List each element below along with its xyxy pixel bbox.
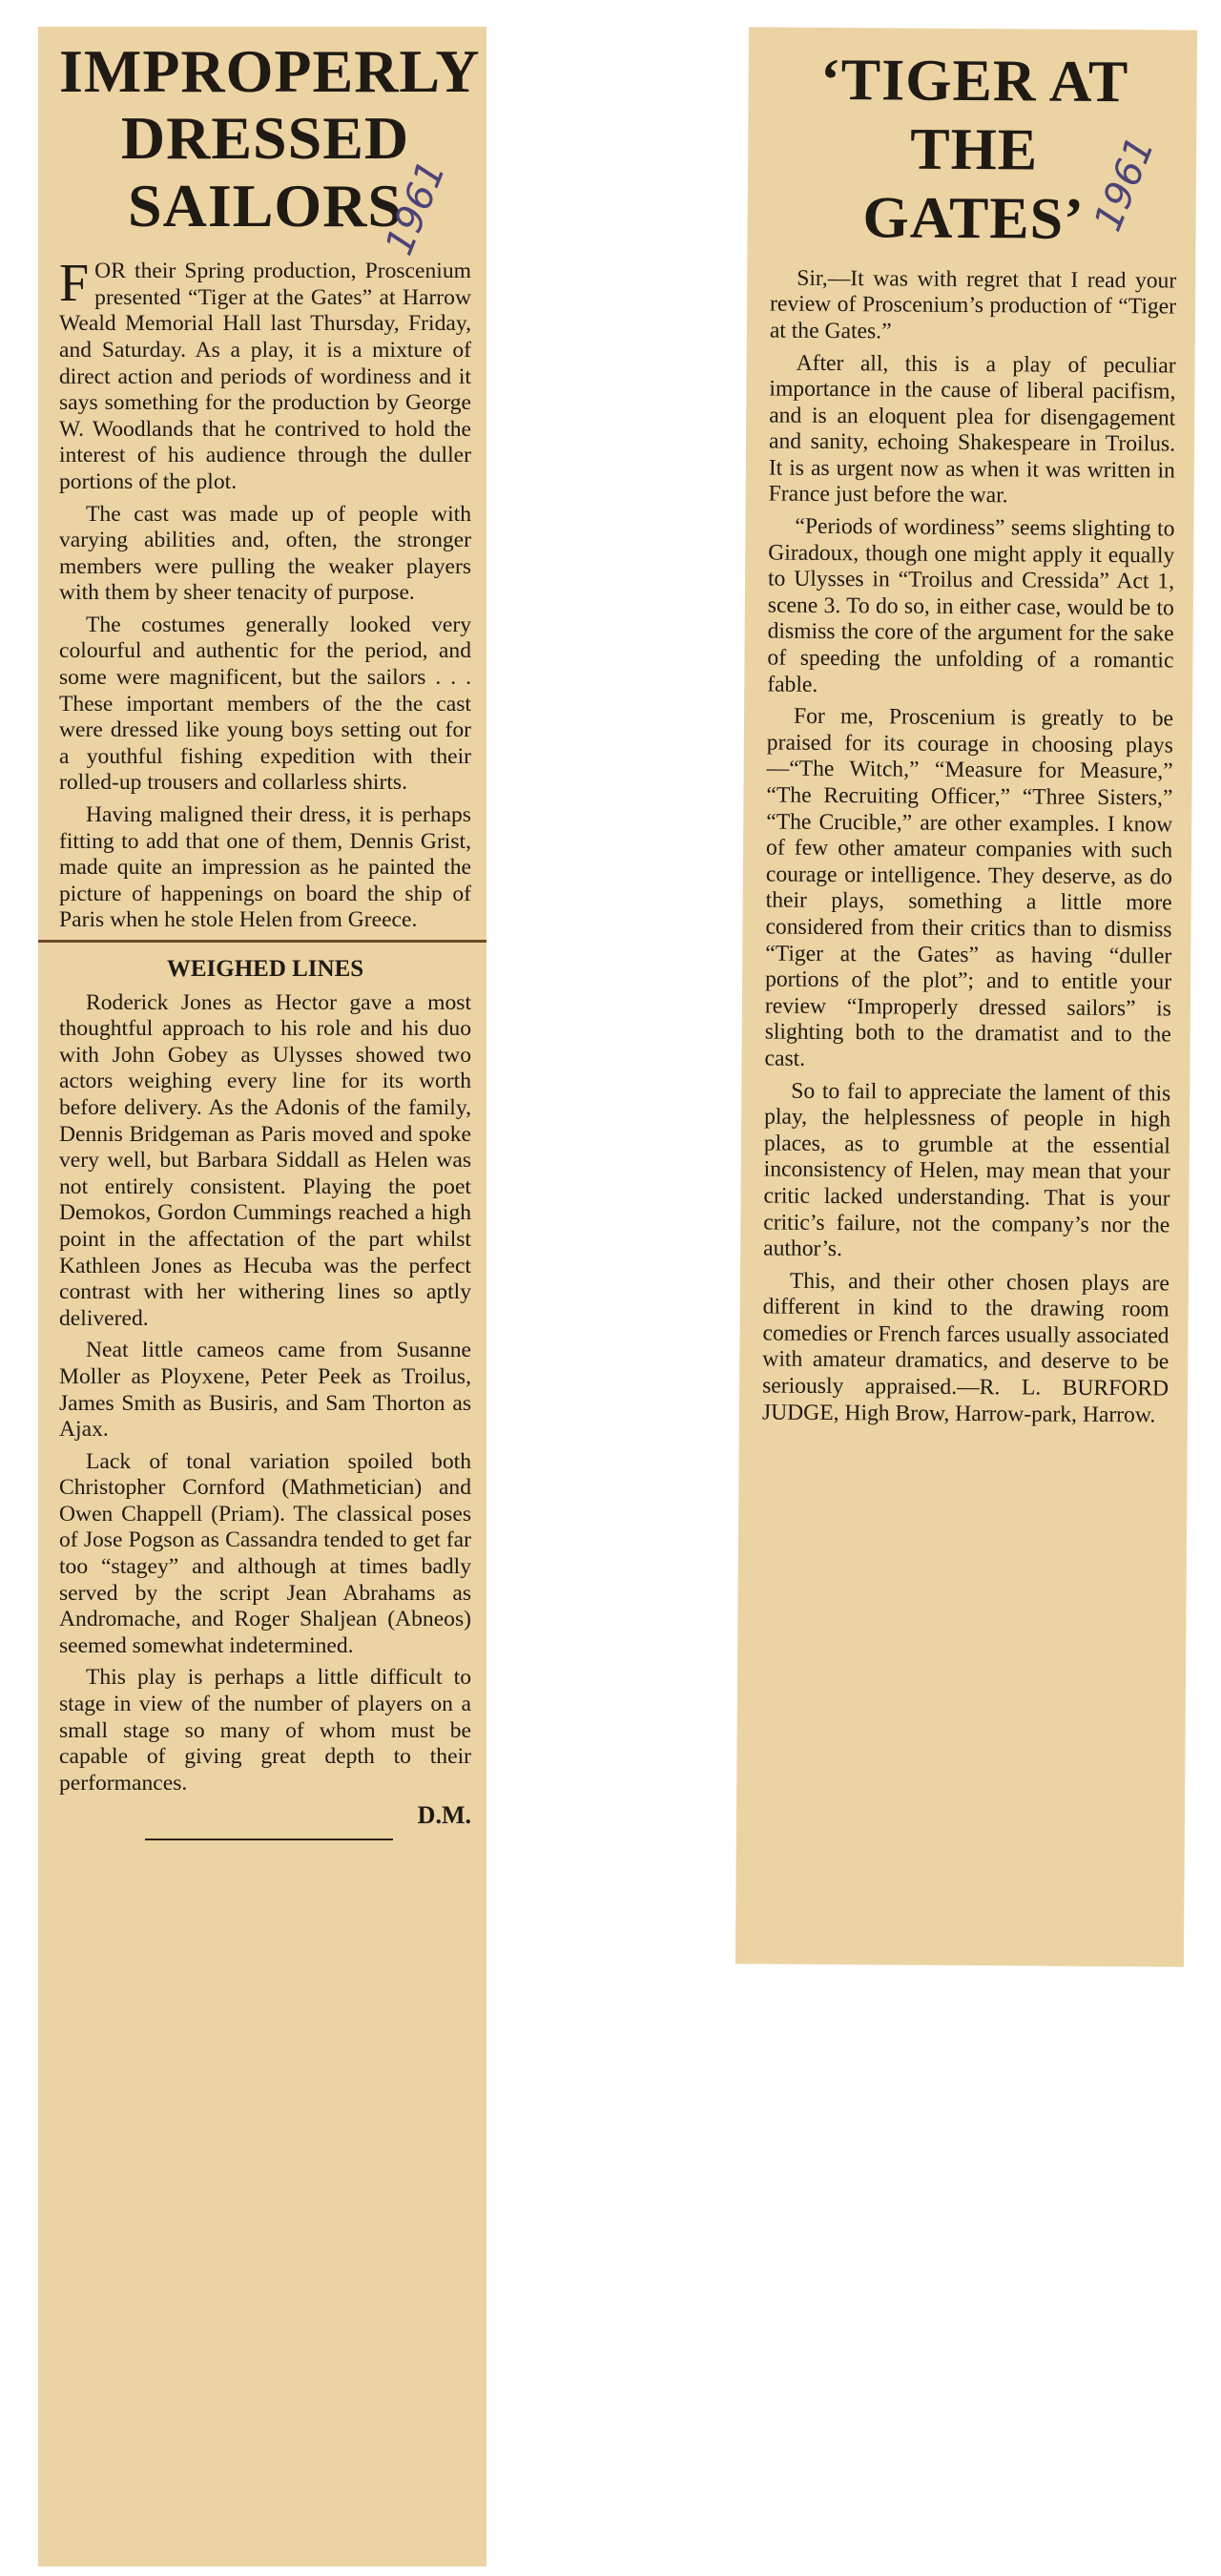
right-paragraph: For me, Proscenium is greatly to be praised for its courage in choosing plays—“The Witch,” “Measure for Measure,” “The Recruiting Officer,” “Three Sisters,” “The Crucible,” are other examples. I know of few other amateur companies with such courage or intelligence. They deserve, as do their plays, something a little more considered from their critics than to dismiss “Tiger at the Gates” as having “duller portions of the plot”; and to entitle your review “Improperly dressed sailors” is slighting both to the dramatist and to the cast. <box>764 703 1174 1071</box>
subheading: WEIGHED LINES <box>166 956 364 983</box>
right-paragraph: This, and their other chosen plays are different in kind to the drawing room comedies or French farces usually associated with amateur dramatics, and deserve to be seriously appraised.—R. L. BURFORD JUDGE, High Brow, Harrow-park, Harrow. <box>761 1268 1170 1428</box>
left-headline-line: IMPROPERLY <box>59 37 481 105</box>
left-paragraph: This play is perhaps a little difficult to stage in view of the number of players on a small stage so many of whom must be capable of giving great depth to their performances. <box>59 1665 471 1796</box>
byline: D.M. <box>417 1801 471 1830</box>
end-rule <box>145 1839 393 1840</box>
handwritten-year-note: 1961 <box>377 155 455 261</box>
left-paragraph: Neat little cameos came from Susanne Moller as Ployxene, Peter Peek as Troilus, James Smith as Busiris, and Sam Thorton as Ajax. <box>59 1338 471 1443</box>
right-paragraph: So to fail to appreciate the lament of this play, the helplessness of people in high places, as to grumble at the essential inconsistency of Helen, may mean that your critic lacked understanding. That is your critic’s failure, not the company’s nor the author’s. <box>763 1078 1171 1262</box>
left-newspaper-clipping <box>38 27 486 2566</box>
right-letter-body <box>762 265 1176 1428</box>
right-headline-line: GATES’ <box>862 185 1086 252</box>
right-paragraph: Sir,—It was with regret that I read your review of Proscenium’s production of “Tiger at the Gates.” <box>769 265 1177 344</box>
right-headline-line: ‘TIGER AT <box>819 47 1129 115</box>
left-headline-line: DRESSED <box>120 104 410 173</box>
drop-cap: F <box>59 254 90 314</box>
handwritten-year-note: 1961 <box>1086 131 1164 238</box>
left-paragraph: Lack of tonal variation spoiled both Christopher Cornford (Mathmetician) and Owen Chappell (Priam). The classical poses of Jose Pogson as Cassandra tended to get far too “stagey” and although at times badly served by the script Jean Abrahams as Andromache, and Roger Shaljean (Abneos) seemed somewhat indetermined. <box>59 1448 471 1658</box>
right-paragraph: “Periods of wordiness” seems slighting to Giradoux, though one might apply it equally to Ulysses in “Troilus and Cressida” Act 1, scene 3. To do so, in either case, would be to dismiss the core of the argument for the sake of speeding the unfolding of a romantic fable. <box>767 513 1175 697</box>
right-newspaper-clipping <box>735 27 1197 1966</box>
left-article-body <box>59 254 471 1840</box>
left-paragraph-text: OR their Spring production, Proscenium presented “Tiger at the Gates” at Harrow Weald Memorial Hall last Thursday, Friday, and Saturday. As a play, it is a mixture of direct action and periods of wordiness and it says something for the production by George W. Woodlands that he contrived to hold the interest of his audience through the duller portions of the plot. <box>59 259 471 494</box>
right-paragraph: After all, this is a play of peculiar importance in the cause of liberal pacifism, and is an eloquent plea for disengagement and sanity, echoing Shakespeare in Troilus. It is as urgent now as when it was written in France just before the war. <box>768 350 1176 509</box>
left-headline-line: SAILORS <box>128 171 403 239</box>
left-paragraph: Roderick Jones as Hector gave a most thoughtful approach to his role and his duo with John Gobey as Ulysses showed two actors weighing every line for its worth before delivery. As the Adonis of the family, Dennis Bridgeman as Paris moved and spoke very well, but Barbara Siddall as Helen was not entirely consistent. Playing the poet Demokos, Gordon Cummings reached a high point in the affectation of the part whilst Kathleen Jones as Hecuba was the perfect contrast with her withering lines so aptly delivered. <box>59 989 471 1331</box>
left-paragraph: The cast was made up of people with varying abilities and, often, the stronger members were pulling the weaker players with them by sheer tenacity of purpose. <box>59 501 471 606</box>
section-divider <box>38 940 486 943</box>
left-paragraph: The costumes generally looked very colourful and authentic for the period, and some were magnificent, but the sailors . . . These important members of the the cast were dressed like young boys setting out for a youthful fishing expedition with their rolled-up trousers and collarless shirts. <box>59 612 471 796</box>
left-paragraph <box>59 254 471 495</box>
left-paragraph: Having maligned their dress, it is perhaps fitting to add that one of them, Dennis Grist, made quite an impression as he painted the picture of happenings on board the ship of Paris when he stole Helen from Greece. <box>59 802 471 933</box>
right-headline-line: THE <box>909 116 1039 183</box>
